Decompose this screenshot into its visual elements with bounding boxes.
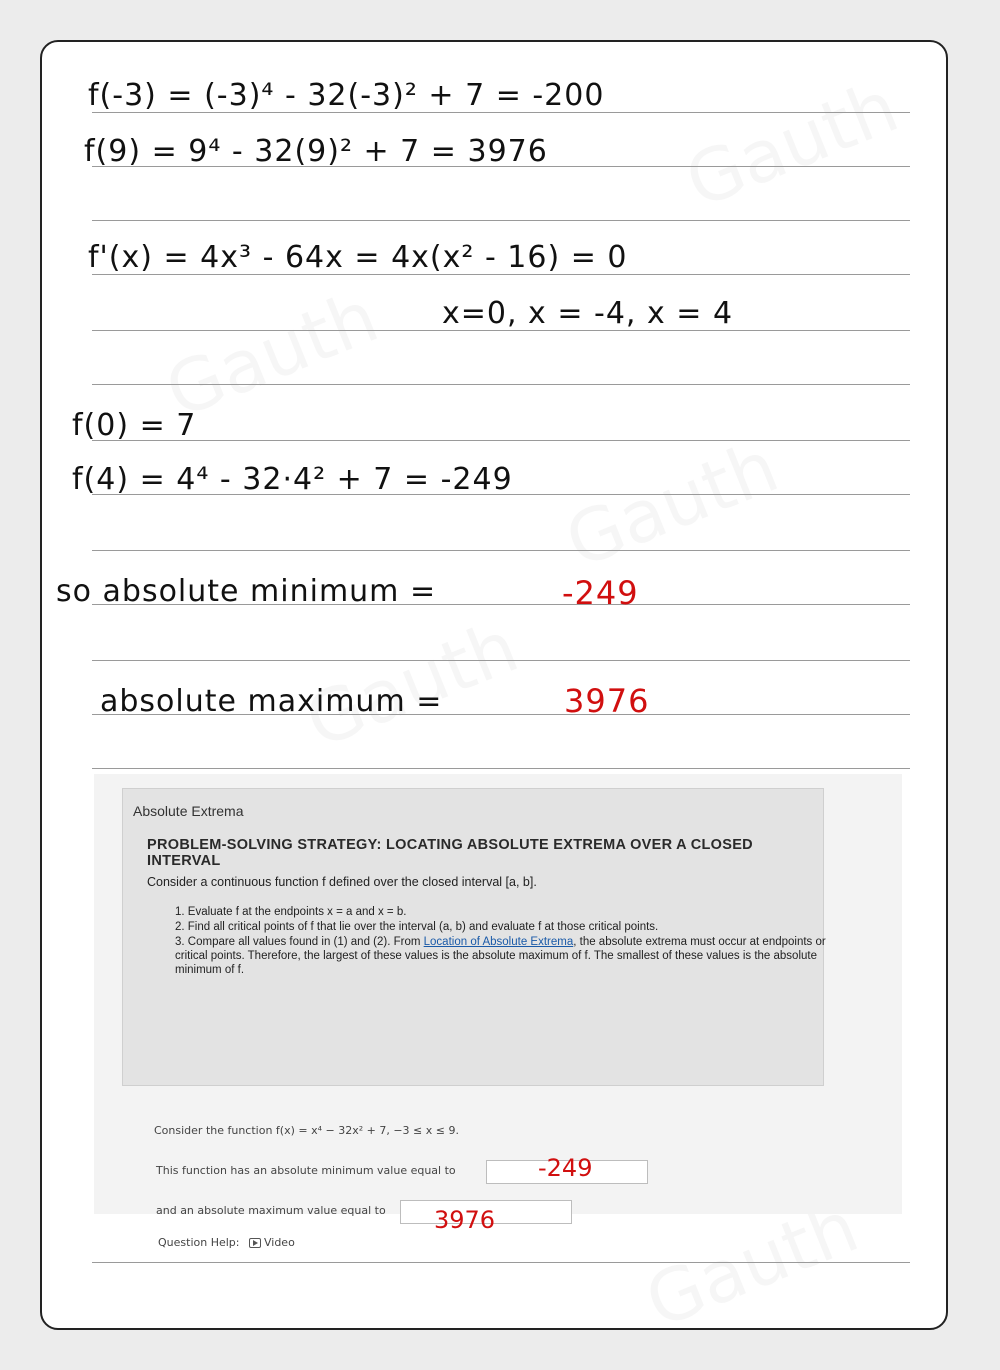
watermark <box>554 424 789 584</box>
ruled-line <box>92 550 910 551</box>
ruled-line <box>92 384 910 385</box>
video-button[interactable] <box>249 1236 295 1249</box>
question-help-label: Question Help: <box>158 1236 240 1249</box>
max-value: 3976 <box>564 682 650 720</box>
problem-screenshot <box>94 774 902 1249</box>
ruled-line <box>92 768 910 769</box>
max-question: and an absolute maximum value equal to <box>156 1204 386 1217</box>
consider-text: Consider a continuous function f defined over the closed interval [a, b]. <box>147 875 537 889</box>
question-help <box>158 1236 295 1249</box>
ruled-line <box>92 1262 910 1263</box>
video-label: Video <box>263 1236 295 1249</box>
ruled-line <box>92 660 910 661</box>
min-label: so absolute minimum = <box>56 574 437 609</box>
watermark <box>674 64 909 224</box>
min-value: -249 <box>562 574 639 612</box>
work-line-f-4: f(4) = 4⁴ - 32·4² + 7 = -249 <box>72 462 513 497</box>
panel-title: Absolute Extrema <box>133 803 244 819</box>
strategy-heading: PROBLEM-SOLVING STRATEGY: LOCATING ABSOLUTE EXTREMA OVER A CLOSED INTERVAL <box>147 837 753 869</box>
video-icon <box>249 1238 261 1248</box>
work-line-derivative: f'(x) = 4x³ - 64x = 4x(x² - 16) = 0 <box>88 240 628 275</box>
max-label: absolute maximum = <box>100 684 443 719</box>
notebook-page <box>40 40 948 1330</box>
max-answer: 3976 <box>434 1206 496 1234</box>
work-line-f-neg3: f(-3) = (-3)⁴ - 32(-3)² + 7 = -200 <box>88 78 605 113</box>
step-1: 1. Evaluate f at the endpoints x = a and x = b. <box>175 906 407 918</box>
min-question: This function has an absolute minimum value equal to <box>156 1164 456 1177</box>
step-3-text-after: , the absolute extrema must occur at endpoints or critical points. Therefore, the largest of these values is the absolute maximum of f. The smallest of these values is the absolute minimum of f. <box>175 936 826 976</box>
work-line-f-0: f(0) = 7 <box>72 408 197 443</box>
step-3-text-before: 3. Compare all values found in (1) and (2). From <box>175 936 424 948</box>
work-line-critical-points: x=0, x = -4, x = 4 <box>442 296 734 331</box>
step-3 <box>175 935 835 977</box>
strategy-panel <box>122 788 824 1086</box>
location-of-absolute-extrema-link[interactable]: Location of Absolute Extrema <box>423 936 574 948</box>
ruled-line <box>92 440 910 441</box>
function-statement: Consider the function f(x) = x⁴ − 32x² + 7, −3 ≤ x ≤ 9. <box>154 1124 459 1137</box>
work-line-f-9: f(9) = 9⁴ - 32(9)² + 7 = 3976 <box>84 134 548 169</box>
strategy-steps <box>175 905 835 978</box>
ruled-line <box>92 220 910 221</box>
step-2: 2. Find all critical points of f that lie over the interval (a, b) and evaluate f at those critical points. <box>175 921 659 933</box>
min-answer: -249 <box>538 1154 593 1182</box>
